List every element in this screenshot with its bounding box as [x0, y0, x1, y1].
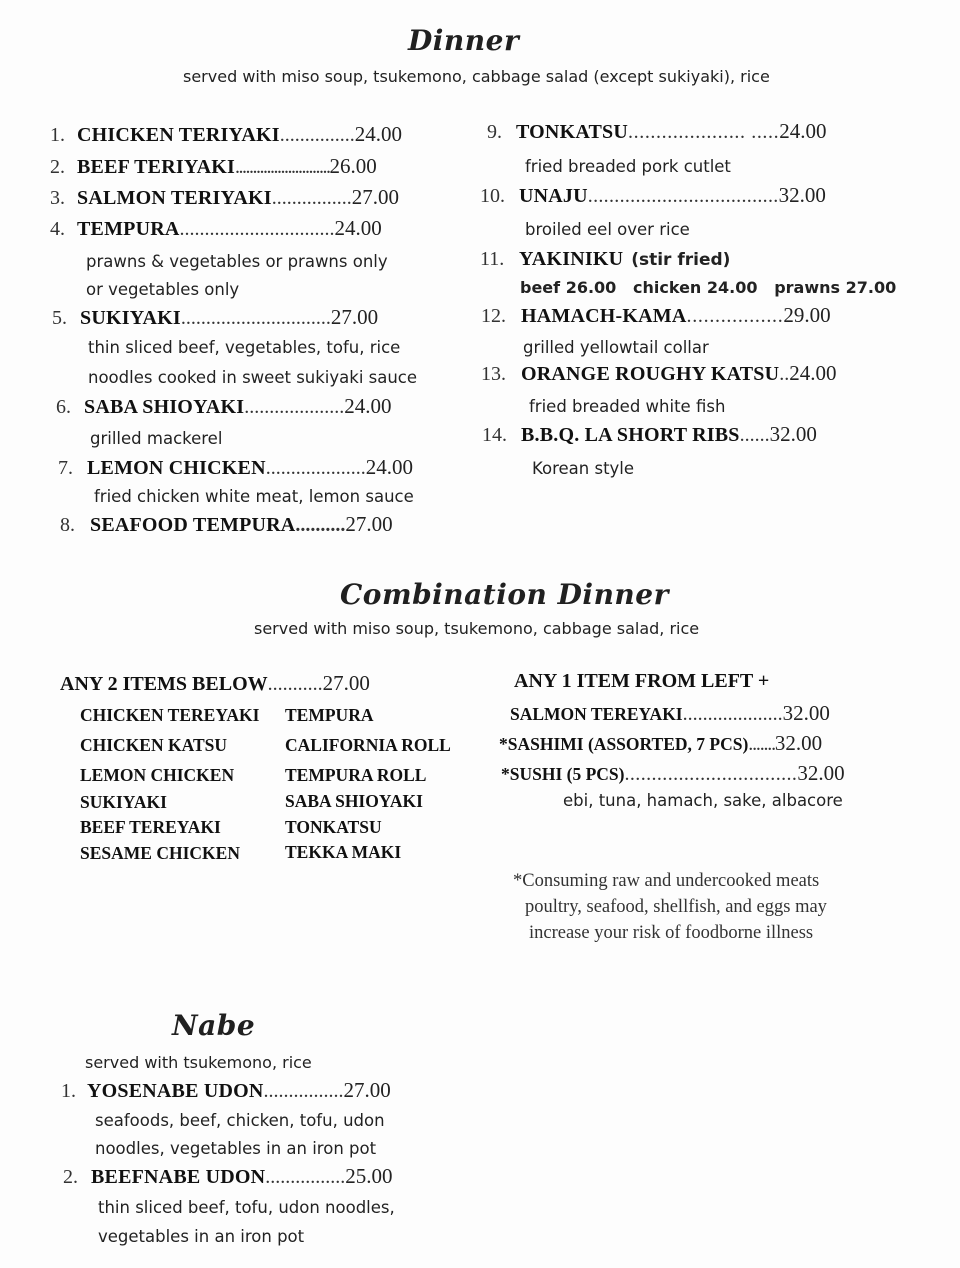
item-price: 24.00: [365, 455, 413, 479]
leader-dots: ...............................: [179, 218, 335, 240]
item-number: 13.: [481, 363, 506, 385]
menu-item: [56, 394, 392, 419]
item-price: 29.00: [783, 303, 831, 327]
leader-dots: ....................: [244, 396, 345, 418]
combo-addon-price: 32.00: [782, 701, 830, 725]
menu-item: [63, 1164, 393, 1189]
item-description: thin sliced beef, tofu, udon noodles,: [98, 1198, 395, 1217]
item-name: SALMON TERIYAKI: [77, 187, 272, 209]
leader-dots: ................: [263, 1080, 344, 1102]
item-number: 8.: [60, 514, 75, 536]
combo-addon-name: SALMON TEREYAKI: [510, 704, 683, 724]
item-name: SEAFOOD TEMPURA: [90, 514, 296, 536]
combo-option: SUKIYAKI: [80, 792, 167, 812]
leader-dots: ....................: [682, 703, 783, 725]
combo-option: LEMON CHICKEN: [80, 765, 235, 785]
menu-item: [50, 216, 382, 241]
item-description: prawns & vegetables or prawns only: [86, 252, 388, 271]
item-description: fried breaded white fish: [529, 397, 726, 416]
leader-dots: ..: [779, 363, 790, 385]
item-price: 24.00: [344, 394, 392, 418]
item-number: 7.: [58, 457, 73, 479]
leader-dots: ................................: [624, 763, 798, 785]
combo-option: TEMPURA ROLL: [285, 765, 427, 785]
menu-item: [61, 1078, 391, 1103]
combo-option: TEMPURA: [285, 705, 374, 725]
nabe-title: Nabe: [172, 1009, 256, 1042]
leader-dots: ....................: [265, 457, 366, 479]
item-number: 10.: [480, 185, 505, 207]
item-name: BEEF TERIYAKI: [77, 156, 236, 178]
menu-item: [480, 248, 730, 271]
leader-dots: ..................... .....: [628, 121, 780, 143]
item-name: B.B.Q. LA SHORT RIBS: [521, 424, 740, 446]
item-description: broiled eel over rice: [525, 220, 690, 239]
warning-line: poultry, seafood, shellfish, and eggs may: [525, 897, 827, 917]
item-number: 6.: [56, 396, 71, 418]
leader-dots: ..........: [295, 514, 346, 536]
combo-left-header: [60, 671, 370, 696]
item-description: grilled yellowtail collar: [523, 338, 709, 357]
item-name: BEEFNABE UDON: [91, 1166, 266, 1188]
menu-item: [481, 303, 831, 328]
combo-option: SABA SHIOYAKI: [285, 791, 423, 811]
item-note: (stir fried): [631, 250, 731, 270]
item-name: SABA SHIOYAKI: [84, 396, 245, 418]
combo-option: CHICKEN TEREYAKI: [80, 705, 260, 725]
leader-dots: ................: [271, 187, 352, 209]
item-price: 24.00: [779, 119, 827, 143]
item-description: grilled mackerel: [90, 429, 223, 448]
item-price: 27.00: [345, 512, 393, 536]
leader-dots: ...............: [279, 124, 355, 146]
combo-addon-price: 32.00: [797, 761, 845, 785]
leader-dots: .................: [686, 305, 784, 327]
leader-dots: ......: [739, 424, 770, 446]
item-description: Korean style: [532, 459, 635, 478]
leader-dots: ................: [265, 1166, 346, 1188]
item-price: 24.00: [334, 216, 382, 240]
item-name: LEMON CHICKEN: [87, 457, 266, 479]
leader-dots: ...........: [267, 673, 323, 695]
item-description: vegetables in an iron pot: [98, 1227, 305, 1246]
menu-item: [50, 122, 402, 147]
combination-title: Combination Dinner: [340, 578, 669, 611]
menu-item: [52, 305, 378, 330]
menu-item: [60, 512, 393, 537]
leader-dots: ..............................: [180, 307, 331, 329]
warning-line: increase your risk of foodborne illness: [529, 923, 814, 943]
combination-subtitle: served with miso soup, tsukemono, cabbage salad, rice: [254, 619, 700, 638]
item-description: fried chicken white meat, lemon sauce: [94, 487, 414, 506]
combo-option: CALIFORNIA ROLL: [285, 735, 451, 755]
item-number: 4.: [50, 218, 65, 240]
combo-right-header: ANY 1 ITEM FROM LEFT +: [514, 670, 770, 692]
item-name: UNAJU: [519, 185, 588, 207]
item-name: ORANGE ROUGHY KATSU: [521, 363, 780, 385]
combo-option: CHICKEN KATSU: [80, 735, 227, 755]
item-number: 14.: [482, 424, 507, 446]
item-description: fried breaded pork cutlet: [525, 157, 731, 176]
combo-addon-name: *SUSHI (5 PCS): [501, 764, 625, 784]
item-number: 1.: [61, 1080, 76, 1102]
item-description: thin sliced beef, vegetables, tofu, rice: [88, 338, 401, 357]
combo-option: TONKATSU: [285, 817, 382, 837]
combo-addon: [499, 731, 822, 756]
item-name: YAKINIKU: [519, 248, 624, 270]
combo-addon: [501, 761, 845, 786]
combo-option: SESAME CHICKEN: [80, 843, 240, 863]
item-name: YOSENABE UDON: [87, 1080, 264, 1102]
item-price: 32.00: [778, 183, 826, 207]
combo-left-label: ANY 2 ITEMS BELOW: [60, 673, 268, 695]
menu-item: [480, 183, 826, 208]
menu-item: [482, 422, 817, 447]
combo-addon: [510, 701, 830, 726]
combo-addon-name: *SASHIMI (ASSORTED, 7 PCS): [499, 734, 749, 754]
menu-item: [50, 185, 399, 210]
item-name: TEMPURA: [77, 218, 180, 240]
item-number: 9.: [487, 121, 502, 143]
item-price: 27.00: [330, 305, 379, 329]
item-price: 27.00: [343, 1078, 391, 1102]
food-warning: [513, 868, 827, 946]
item-price: 27.00: [351, 185, 399, 209]
menu-item: [481, 361, 837, 386]
item-number: 3.: [50, 187, 65, 209]
dinner-subtitle: served with miso soup, tsukemono, cabbage salad (except sukiyaki), rice: [183, 67, 770, 86]
combo-option: TEKKA MAKI: [285, 842, 402, 862]
warning-line: *Consuming raw and undercooked meats: [513, 871, 820, 891]
menu-item: [58, 455, 413, 480]
sushi-description: ebi, tuna, hamach, sake, albacore: [563, 791, 843, 810]
item-number: 12.: [481, 305, 506, 327]
item-number: 5.: [52, 307, 67, 329]
item-price: 26.00: [329, 154, 377, 178]
item-name: HAMACH-KAMA: [521, 305, 687, 327]
item-number: 2.: [63, 1166, 78, 1188]
item-price: 24.00: [354, 122, 402, 146]
item-description: beef 26.00 chicken 24.00 prawns 27.00: [520, 278, 897, 297]
item-price: 25.00: [345, 1164, 393, 1188]
nabe-subtitle: served with tsukemono, rice: [85, 1053, 312, 1072]
leader-dots: ...........................: [235, 156, 330, 178]
item-description: seafoods, beef, chicken, tofu, udon: [95, 1111, 385, 1130]
item-description: noodles, vegetables in an iron pot: [95, 1139, 377, 1158]
item-number: 1.: [50, 124, 65, 146]
combo-left-price: 27.00: [322, 671, 370, 695]
menu-item: [487, 119, 826, 144]
menu-item: [50, 154, 377, 179]
leader-dots: .......: [748, 733, 775, 755]
item-number: 11.: [480, 248, 505, 270]
combo-addon-price: 32.00: [774, 731, 823, 755]
item-name: CHICKEN TERIYAKI: [77, 124, 280, 146]
combo-option: BEEF TEREYAKI: [80, 817, 221, 837]
item-name: SUKIYAKI: [80, 307, 181, 329]
item-price: 24.00: [789, 361, 837, 385]
item-name: TONKATSU: [516, 121, 629, 143]
item-description: noodles cooked in sweet sukiyaki sauce: [88, 368, 418, 387]
item-number: 2.: [50, 156, 65, 178]
leader-dots: ....................................: [587, 185, 779, 207]
item-description: or vegetables only: [86, 280, 240, 299]
dinner-title: Dinner: [408, 24, 520, 57]
item-price: 32.00: [769, 422, 817, 446]
